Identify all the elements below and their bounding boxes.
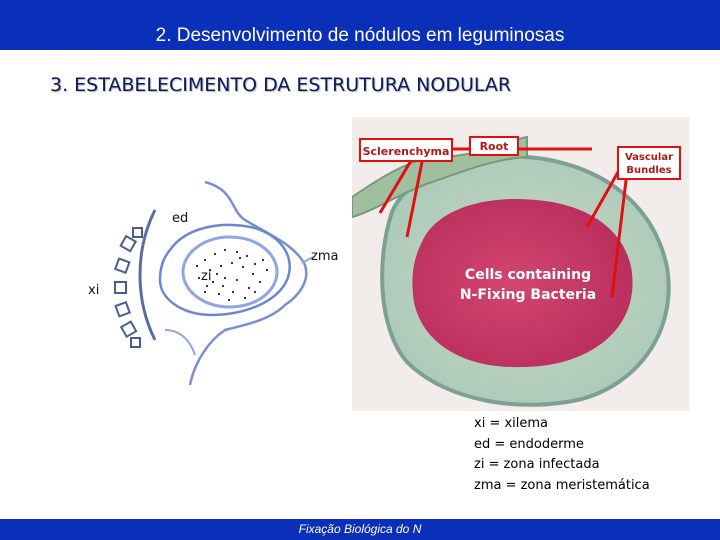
section-title: 3. ESTABELECIMENTO DA ESTRUTURA NODULAR bbox=[50, 74, 512, 96]
diagram-label-zma: zma bbox=[311, 249, 339, 264]
legend-item-xi: xi = xilema bbox=[474, 416, 549, 431]
slide-header-title: 2. Desenvolvimento de nódulos em leguminosas bbox=[155, 25, 565, 46]
diagram-label-xi: xi bbox=[88, 283, 100, 298]
legend-item-zma: zma = zona meristemática bbox=[474, 477, 650, 493]
nodule-drawing bbox=[95, 170, 345, 400]
abbreviation-legend bbox=[474, 414, 650, 496]
legend-item-ed: ed = endoderme bbox=[474, 436, 584, 452]
diagram-label-ed: ed bbox=[172, 211, 189, 226]
vascular-label-line2: Bundles bbox=[626, 165, 672, 176]
xylem-cells bbox=[115, 228, 142, 347]
diagram-label-zi: zi bbox=[201, 269, 212, 284]
sclerenchyma-label: Sclerenchyma bbox=[362, 145, 450, 158]
nodule-micrograph bbox=[352, 117, 689, 411]
vascular-label-line1: Vascular bbox=[624, 152, 674, 163]
root-label: Root bbox=[479, 140, 509, 153]
footer-text: Fixação Biológica do N bbox=[298, 522, 422, 536]
cells-label-line2: N-Fixing Bacteria bbox=[459, 287, 597, 303]
cells-label-line1: Cells containing bbox=[464, 267, 592, 283]
legend-item-zi: zi = zona infectada bbox=[474, 457, 600, 472]
infected-zone bbox=[183, 237, 277, 307]
infected-tissue bbox=[412, 199, 632, 367]
